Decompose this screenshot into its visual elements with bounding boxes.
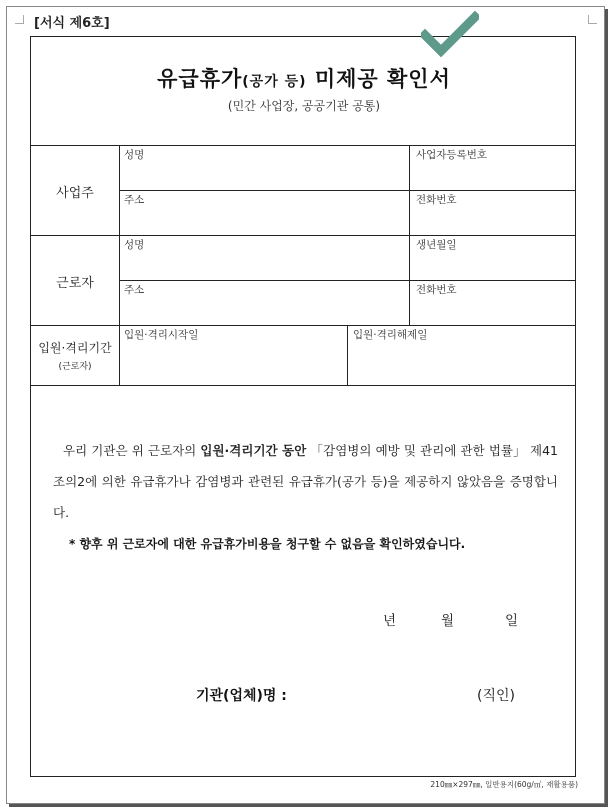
form-subtitle: (민간 사업장, 공공기관 공통)	[227, 99, 381, 113]
divider-employer-mid	[119, 190, 576, 191]
statement-part1: 우리 기관은 위 근로자의	[63, 443, 201, 458]
period-start-label: 입원·격리시작일	[124, 329, 199, 341]
date-year: 년	[383, 613, 397, 629]
date-month: 월	[441, 613, 455, 629]
worker-name-label: 성명	[124, 239, 145, 251]
period-heading-sub: (근로자)	[58, 362, 92, 372]
statement-bold: 입원·격리기간 동안	[200, 443, 307, 458]
title-main: 유급휴가	[157, 67, 243, 91]
title-rest: 미제공 확인서	[306, 67, 451, 91]
corner-mark-top-right	[588, 15, 597, 24]
org-name-label: 기관(업체)명 :	[196, 688, 287, 704]
statement-notice: * 향후 위 근로자에 대한 유급휴가비용을 청구할 수 없음을 확인하였습니다.	[69, 537, 466, 551]
worker-phone-label: 전화번호	[416, 284, 457, 296]
check-icon	[421, 11, 479, 59]
corner-mark-top-left	[15, 15, 24, 24]
divider-right-column	[409, 145, 410, 325]
employer-phone-label: 전화번호	[416, 194, 457, 206]
period-end-label: 입원·격리해제일	[353, 329, 428, 341]
divider-employer-end	[31, 235, 576, 236]
divider-worker-mid	[119, 280, 576, 281]
statement-part2: 「감염병의 예방 및 관리에 관한 법률」 제41조의2에 의한 유급휴가나 감염병과 관련된 유급휴가(공가 등)을 제공하지 않았음을 증명합니다.	[53, 443, 558, 520]
paper-spec-note: 210㎜×297㎜, 일반용지(60g/㎡, 재활용품)	[430, 780, 578, 789]
employer-heading: 사업주	[56, 186, 94, 201]
divider-period-column	[347, 325, 348, 385]
period-heading: 입원·격리기간	[38, 341, 112, 355]
title-paren: (공가 등)	[242, 74, 307, 90]
statement-paragraph	[53, 435, 558, 528]
worker-heading: 근로자	[56, 276, 94, 291]
seal-label: (직인)	[477, 688, 515, 704]
divider-title	[31, 145, 576, 146]
employer-address-label: 주소	[124, 194, 145, 206]
worker-birth-label: 생년월일	[416, 239, 457, 251]
employer-name-label: 성명	[124, 149, 145, 161]
form-title	[31, 63, 577, 93]
form-number: [서식 제6호]	[34, 16, 110, 31]
date-day: 일	[505, 613, 519, 629]
confirmation-form	[30, 36, 576, 777]
employer-biz-no-label: 사업자등록번호	[416, 149, 488, 161]
worker-address-label: 주소	[124, 284, 145, 296]
divider-period-end	[31, 385, 576, 386]
divider-worker-end	[31, 325, 576, 326]
divider-heading-column	[119, 145, 120, 385]
